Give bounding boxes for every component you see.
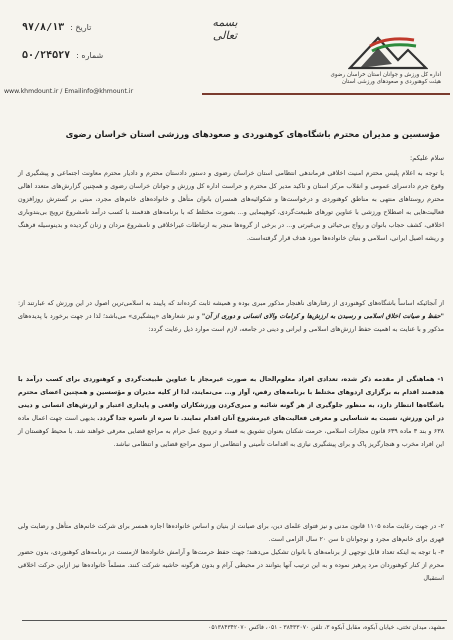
paragraph-2-rest: و نیز شعارهای «پیشگیری» می‌باشد؛ لذا در جهت برخورد با پدیده‌های مذکور و با عنایت به اهمیت حفظ ارزش‌های اسلامی و ایرانی و دینی در جامعه، لازم است موارد ذیل رعایت گردد: — [18, 313, 444, 333]
paragraph-2-quote: "حفظ و صیانت اخلاق اسلامی و رسیدن به ارزش‌ها و کرامات والای انسانی و دوری از آن" — [201, 313, 444, 320]
letter-meta — [22, 14, 152, 70]
date-value: ۹۷/۸/۱۳ — [22, 22, 65, 33]
number-value: ۵۰/۲۴۵۲۷ — [22, 50, 71, 61]
footer-address: مشهد، میدان تختی، خیابان آبکوه، مقابل آبکوه ۳، تلفن ۳۸۴۳۳۰۷۰ - ۰۵۱، فاکس ۰۵۱۳۸۴۳۴۲۰۷۰ — [208, 624, 445, 631]
number-label: شماره : — [76, 51, 104, 60]
date-row — [22, 14, 152, 42]
org-line-1: اداره کل ورزش و جوانان استان خراسان رضوی — [330, 72, 441, 78]
organization-name — [281, 72, 441, 86]
org-line-2: هیئت کوهنوردی و صعودهای ورزشی استان — [341, 79, 441, 85]
paragraph-1: با توجه به اعلام پلیس محترم امنیت اخلاقی فرماندهی انتظامی استان خراسان رضوی و دستور دادستان محترم و دادیار محترم معاونت اجتماعی و پیشگیری از وقوع جرم دادسرای عمومی و انقلاب مرکز استان و تاکید مدیر کل محترم و حراست اداره کل ورزش و جوانان خراسان رضوی و همچنین گزارش‌های متعدد اهالی محترم روستاهای منتهی به مناطق کوهنوردی و درخواست‌ها و شکوائیه‌های همسران بانوان متأهل و خانواده‌های خانم‌های مجرد، مبنی بر گسترش روزافزون فعالیت‌هایی به اصطلاح ورزشی با عناوین تورهای طبیعت‌گردی، کوهپیمایی و... بصورت مختلط که با برنامه‌های هدفمند با کسب درآمد نامشروع ترویج بی‌بندوباری اخلاقی، کشف حجاب بانوان و رواج بی‌حیائی و بی‌غیرتی و... در برخی از گروه‌ها منجر به ارتباطات غیراخلاقی و نامشروع مردان و زنان گردیده و بدینوسیله فرهنگ و ریشه اصیل ایرانی، اسلامی و بنیان خانواده‌ها مورد هدف قرار گرفته‌است. — [18, 170, 444, 242]
bismillah-heading: بسمه تعالی — [212, 16, 238, 42]
paragraph-3-main: ۱- هماهنگی از مقدمه ذکر شده، تعدادی افراد معلوم‌الحال به صورت غیرمجاز با عناوین طبیعت‌گردی و کوهنوردی برای کسب درآمد با هدفمند اقدام به برگزاری اردوهای مختلط با برنامه‌های رقص، آواز و... می‌نمایند، لذا از کلیه مدیران و مؤسسین و همچنین اعضای محترم باشگاه‌ها انتظار دارد، به منظور جلوگیری از هر گونه شائبه و مبری‌کردن ورزشکاران واقعی و پایداری اعتبار و ارزش‌های انسانی و دینی در این ورزش، نسبت به شناسایی و معرفی فعالیت‌های غیرمشروع آنان اقدام نمایند. تا سره از ناسره جدا گردد. — [18, 376, 444, 422]
paragraph-4: ۲- در جهت رعایت ماده ۱۱۰۵ قانون مدنی و نیز فتوای علمای دین، برای صیانت از بنیان و اساس خانواده‌ها اجازه همسر برای شرکت خانم‌های متأهل و رضایت ولی قهری برای خانم‌های مجرد و نوجوانان تا سن ۲۰ سال الزامی است. — [18, 523, 444, 543]
header-rule — [202, 93, 450, 95]
number-row — [22, 42, 152, 70]
letter-greeting: سلام علیکم: — [410, 154, 444, 162]
paragraph-3 — [18, 373, 444, 451]
date-label: تاریخ : — [70, 23, 92, 32]
contact-bar — [0, 88, 453, 100]
letterhead — [0, 0, 453, 96]
paragraph-5: ۳- با توجه به اینکه تعداد قابل توجهی از برنامه‌های با بانوان تشکیل می‌دهند؛ جهت حفظ حرمت‌ها و آرامش خانواده‌ها لازمست در برنامه‌های کوهنوردی، بدون حضور محرم از کنار کوهنوردان مرد پرهیز نموده و به این ترتیب آنها بتوانند در محیطی آرام و بدون هرگونه حاشیه شرکت کنند. مسلماً خانواده‌ها نیز ازاین حرکت اخلاقی استقبال — [18, 549, 444, 582]
letter-subject: مؤسسین و مدیران محترم باشگاه‌های کوهنوردی و صعودهای ورزشی استان خراسان رضوی — [65, 129, 440, 139]
paragraph-2-intro: از آنجائیکه اساساً باشگاه‌های کوهنوردی از رفتارهای ناهنجار مذکور مبری بوده و همیشه ثابت کرده‌اند که پایبند به اسلامی‌ترین اصول در این ورزش که عبارتند از: — [18, 300, 444, 307]
mountain-logo-icon — [348, 30, 428, 70]
paragraph-2 — [18, 297, 444, 336]
footer-rule — [22, 620, 447, 621]
paragraph-3-rest: بدیهی است جهت اعمال ماده ۶۳۸ و بند ۳ ماده ۶۳۹ قانون مجازات اسلامی، حرمت شکنان بعنوان تشویق به فساد و ترویج عمل حرام به مراجع قضایی معرفی خواهند شد. با محیط کوهستان از این افراد مخرب و هنجارگریز پاک و برای پیشگیری نیازی به اقدامات تأمینی و انتظامی از سوی مراجع قضایی و انتظامی نباشد. — [18, 415, 445, 448]
contact-text: www.khmdount.ir / Emailinfo@khmount.ir — [4, 88, 134, 95]
